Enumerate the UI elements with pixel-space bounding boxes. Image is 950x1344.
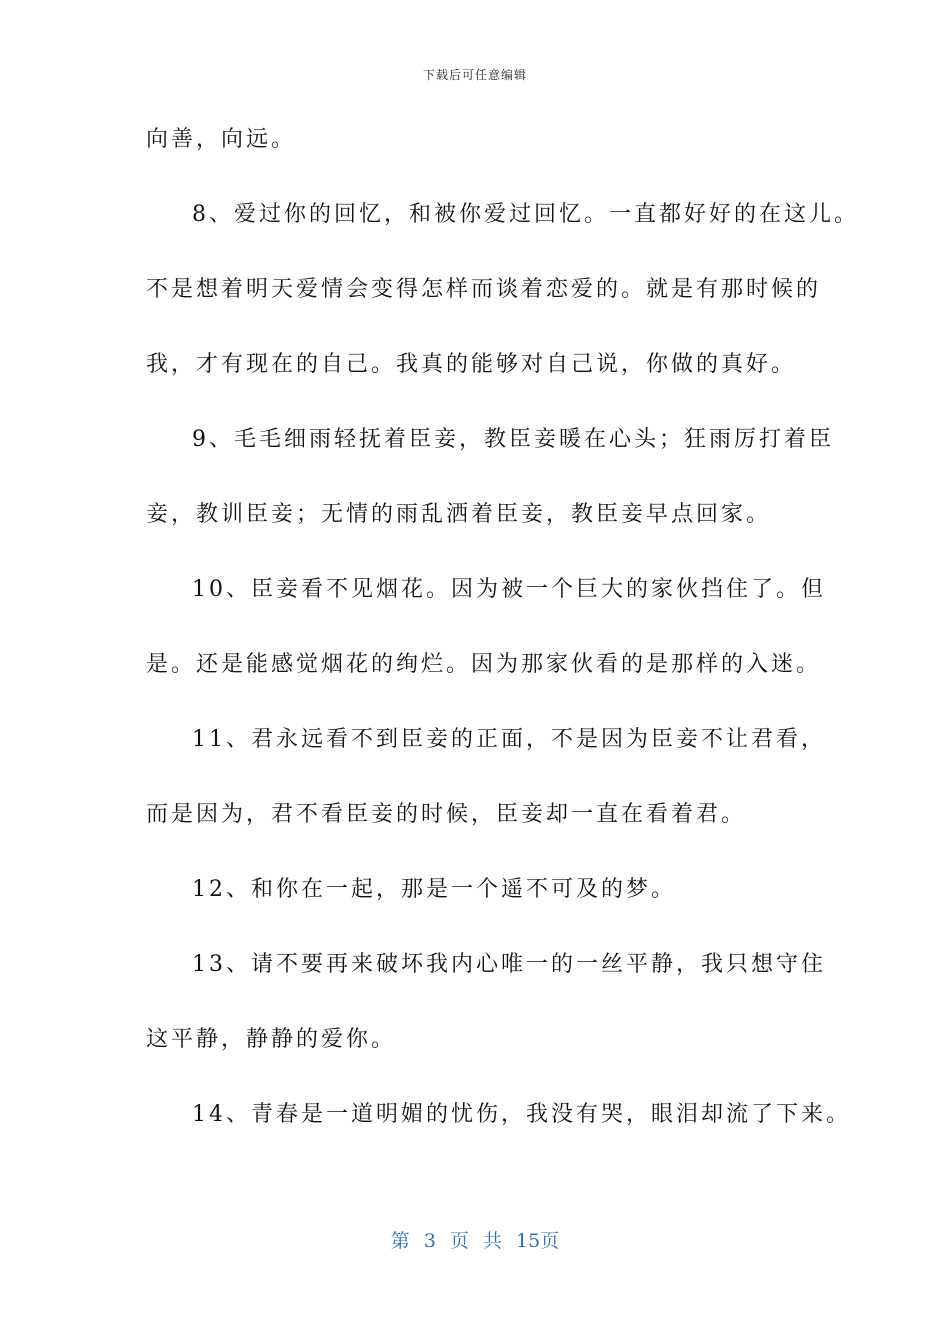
text-line: 11、君永远看不到臣妾的正面，不是因为臣妾不让君看， (192, 727, 826, 752)
text-line: 妾，教训臣妾；无情的雨乱洒着臣妾，教臣妾早点回家。 (146, 502, 772, 527)
text-line: 而是因为，君不看臣妾的时候，臣妾却一直在看着君。 (146, 802, 747, 827)
document-body (146, 124, 859, 1174)
text-line: 9、毛毛细雨轻抚着臣妾，教臣妾暖在心头；狂雨厉打着臣 (192, 427, 834, 452)
text-line: 这平静，静静的爱你。 (146, 1027, 397, 1052)
page-header: 下载后可任意编辑 (422, 68, 527, 82)
text-line: 10、臣妾看不见烟花。因为被一个巨大的家伙挡住了。但 (192, 577, 826, 602)
text-line: 向善，向远。 (146, 127, 297, 152)
text-line: 不是想着明天爱情会变得怎样而谈着恋爱的。就是有那时候的 (146, 277, 822, 302)
text-line: 12、和你在一起，那是一个遥不可及的梦。 (192, 877, 676, 902)
text-line: 8、爱过你的回忆，和被你爱过回忆。一直都好好的在这儿。 (192, 202, 859, 227)
page-number-footer: 第 3 页 共 15页 (390, 1230, 560, 1252)
text-line: 我，才有现在的自己。我真的能够对自己说，你做的真好。 (146, 352, 797, 377)
text-line: 13、请不要再来破坏我内心唯一的一丝平静，我只想守住 (192, 952, 826, 977)
text-line: 14、青春是一道明媚的忧伤，我没有哭，眼泪却流了下来。 (192, 1102, 851, 1127)
text-line: 是。还是能感觉烟花的绚烂。因为那家伙看的是那样的入迷。 (146, 652, 822, 677)
